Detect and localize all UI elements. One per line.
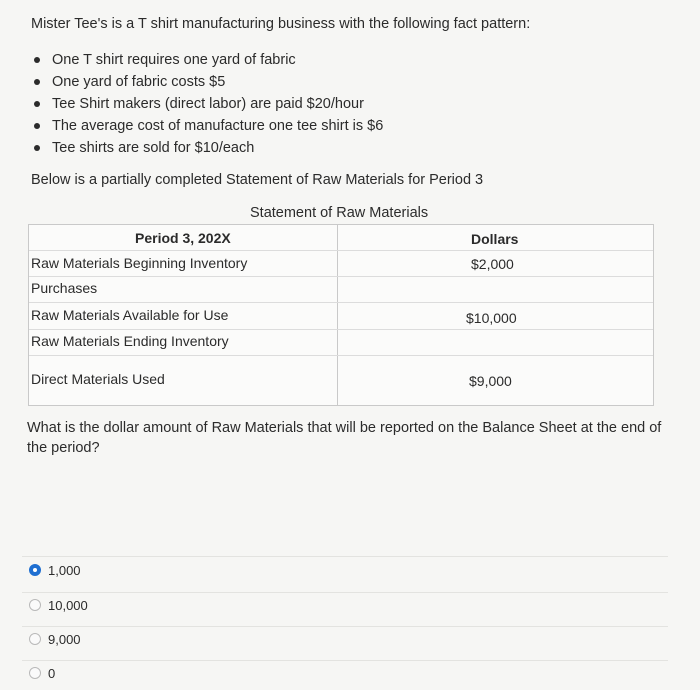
bullet-icon xyxy=(34,101,40,107)
fact-list xyxy=(34,49,383,159)
row-value: $2,000 xyxy=(471,256,514,272)
fact-text: One yard of fabric costs $5 xyxy=(52,74,226,90)
row-divider xyxy=(29,302,653,303)
bullet-icon xyxy=(34,79,40,85)
row-label: Raw Materials Beginning Inventory xyxy=(31,255,248,271)
fact-text: Tee Shirt makers (direct labor) are paid $20/hour xyxy=(52,96,364,112)
header-dollars: Dollars xyxy=(471,231,519,247)
radio-icon[interactable] xyxy=(29,633,41,645)
option-label: 10,000 xyxy=(48,598,88,613)
row-label: Raw Materials Available for Use xyxy=(31,307,229,323)
option-label: 1,000 xyxy=(48,563,81,578)
statement-title: Statement of Raw Materials xyxy=(250,205,429,221)
radio-icon[interactable] xyxy=(29,667,41,679)
row-value: $9,000 xyxy=(469,373,512,389)
option-divider xyxy=(22,556,668,557)
radio-selected-icon[interactable] xyxy=(29,564,41,576)
bullet-icon xyxy=(34,145,40,151)
radio-icon[interactable] xyxy=(29,599,41,611)
row-label: Purchases xyxy=(31,280,98,296)
question-text: What is the dollar amount of Raw Materials that will be reported on the Balance Sheet at the end of the period? xyxy=(27,420,662,456)
header-period: Period 3, 202X xyxy=(135,230,231,246)
option-divider xyxy=(22,660,668,661)
fact-item xyxy=(34,93,383,115)
row-divider xyxy=(29,355,653,356)
fact-text: The average cost of manufacture one tee shirt is $6 xyxy=(52,118,384,134)
fact-text: One T shirt requires one yard of fabric xyxy=(52,52,296,68)
fact-item xyxy=(34,49,383,71)
fact-item xyxy=(34,137,383,159)
fact-item xyxy=(34,115,383,137)
column-divider xyxy=(337,225,338,405)
row-divider xyxy=(29,329,653,330)
bullet-icon xyxy=(34,123,40,129)
fact-item xyxy=(34,71,383,93)
bullet-icon xyxy=(34,57,40,63)
row-value: $10,000 xyxy=(466,310,517,326)
row-divider xyxy=(29,276,653,277)
fact-text: Tee shirts are sold for $10/each xyxy=(52,140,255,156)
statement-intro: Below is a partially completed Statement of Raw Materials for Period 3 xyxy=(31,172,484,188)
row-label: Raw Materials Ending Inventory xyxy=(31,333,229,349)
option-label: 0 xyxy=(48,666,56,681)
option-divider xyxy=(22,626,668,627)
intro-text: Mister Tee's is a T shirt manufacturing business with the following fact pattern: xyxy=(31,16,531,32)
row-divider xyxy=(29,250,653,251)
raw-materials-table xyxy=(28,224,654,406)
option-divider xyxy=(22,592,668,593)
row-label: Direct Materials Used xyxy=(31,371,165,387)
option-label: 9,000 xyxy=(48,632,81,647)
